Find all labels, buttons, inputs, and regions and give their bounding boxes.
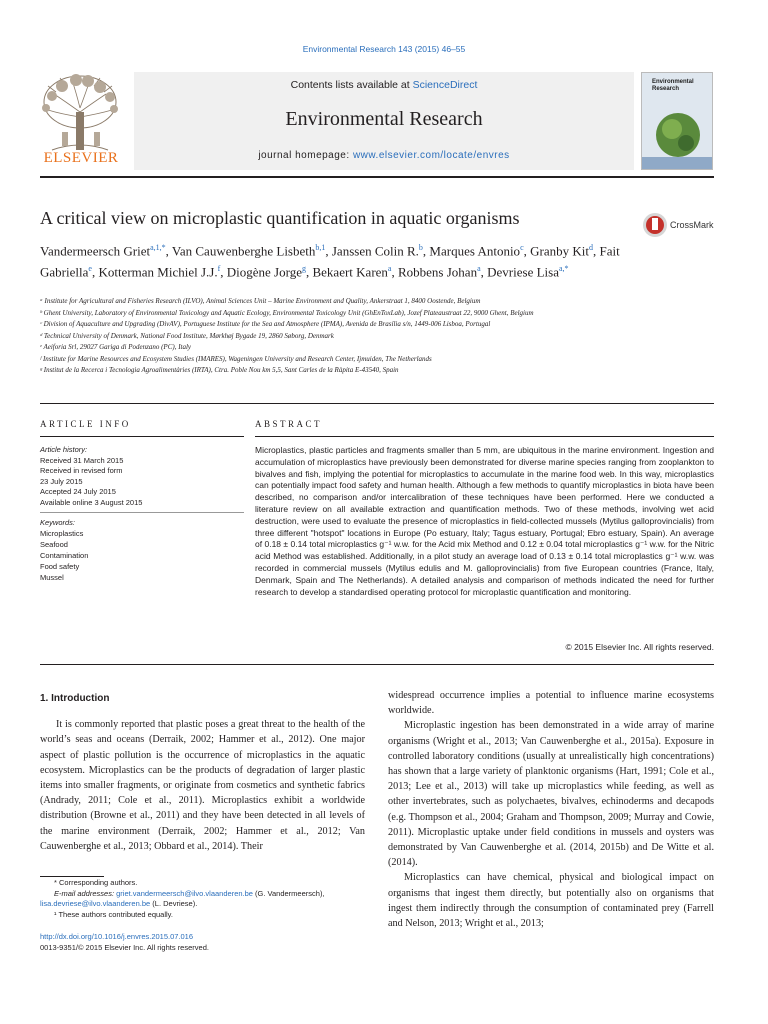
header-rule [40, 176, 714, 178]
author-affiliation-marker[interactable]: b [418, 243, 423, 252]
cover-title-line-1: Environmental [652, 79, 694, 85]
article-title: A critical view on microplastic quantification in aquatic organisms [40, 208, 520, 228]
author-separator: , [592, 243, 600, 259]
author-name[interactable]: Vandermeersch Griet [40, 243, 151, 259]
author-name[interactable]: Van Cauwenberghe Lisbeth [171, 243, 316, 259]
abstract-rule [255, 436, 714, 437]
abstract-text: Microplastics, plastic particles and fragments smaller than 5 mm, are ubiquitous in the marine environment. Ingestion and accumulation of microplastics have previously been demonstrated for diverse marine species ranging from zooplankton to bivalves and fish, implying the potential for microplastics to accumulate in the marine food web. In this way, microplastics can potentially impact food safety and human health. Although a few methods to quantify microplastics in biota have been described, no comparison and/or intercalibration of these techniques have been performed. Here we conducted a literature review on all available extraction and quantification methods. Two of these methods, involving wet acid destruction, were used to evaluate the presence of microplastics in field-collected mussels (Mytilus galloprovincialis) from three different "hotspot" locations in Europe (Po estuary, Italy; Tagus estuary, Portugal; Ebro estuary, Spain). An average of 0.18 ± 0.14 total microplastics g⁻¹ w.w. for the Acid mix Method and 0.12 ± 0.04 total microplastics g⁻¹ w.w. for the Nitric acid Method was established. Additionally, in a pilot study an average load of 0.13 ± 0.14 total microplastics g⁻¹ w.w. was recorded in commercial mussels (Mytilus edulis and M. galloprovincialis) from five European countries (France, Italy, Denmark, Spain and The Netherlands). A detailed analysis and comparison of methods indicated the need for further research to develop a standardised operating protocol for microplastic quantification and monitoring. [255, 445, 714, 597]
affiliation-item: ᵍ Institut de la Recerca i Tecnologia Agroalimentàries (IRTA), Ctra. Poble Nou km 5,5, Sant Carles de la Ràpita E-43540, Spain [40, 366, 399, 374]
affiliation-item: ᵉ Aeiforia Srl, 29027 Gariga di Podenzano (PC), Italy [40, 343, 192, 351]
keywords-label: Keywords: [40, 518, 76, 527]
author-affiliation-marker[interactable]: g [301, 264, 306, 274]
elsevier-logo [36, 72, 126, 172]
homepage-prefix: journal homepage: [258, 150, 353, 161]
footnote-corresponding: * Corresponding authors. [54, 878, 138, 887]
footnote-emails-cont [40, 899, 370, 910]
author-list [40, 239, 650, 282]
body-column-right [388, 688, 714, 931]
keyword: Microplastics [40, 529, 84, 538]
body-paragraph: Microplastic ingestion has been demonstrated in a wide array of marine organisms (Wright et al., 2013; Van Cauwenberghe et al., 2015a). Exposure in controlled laboratory conditions (usually at unrealistically high concentrations) has shown that a large variety of planktonic organisms (Hart, 1991; Cole et al., 2013; Lee et al., 2013) will take up microplastics while feeding, as well as other invertebrates, such as polychaetes, bivalves, echinoderms and decapods (e.g. Thompson et al., 2004; Graham and Thompson, 2009; Murray and Cowie, 2011). Microplastic uptake under field conditions in mussels and oysters was demonstrated by Van Cauwenberghe et al. (2014, 2015b) and De Witte et al. (2014). [388, 720, 714, 869]
footnote-equal-contribution: ¹ These authors contributed equally. [54, 909, 173, 919]
sciencedirect-link[interactable]: ScienceDirect [412, 79, 478, 91]
keyword: Mussel [40, 573, 64, 582]
keywords [40, 517, 244, 583]
author-affiliation-marker[interactable]: e [88, 264, 92, 274]
author-affiliation-marker[interactable]: f [217, 264, 221, 274]
author-affiliation-marker[interactable]: a,* [558, 264, 569, 274]
author-name[interactable]: Fait Gabriella [40, 243, 620, 280]
author-name[interactable]: Kotterman Michiel J.J. [98, 264, 218, 280]
author-name[interactable]: Devriese Lisa [487, 264, 559, 280]
footnotes [40, 878, 370, 920]
footnote-rule [40, 876, 104, 877]
author-affiliation-marker[interactable]: a [387, 264, 392, 274]
article-history [40, 445, 244, 508]
email-label: E-mail addresses: [54, 888, 117, 898]
abstract-bottom-rule [40, 664, 714, 665]
author-separator: , [480, 264, 488, 280]
author-affiliation-marker[interactable]: c [520, 243, 524, 252]
journal-banner [134, 72, 634, 170]
abstract-copyright: © 2015 Elsevier Inc. All rights reserved. [565, 642, 714, 652]
author-separator: , [305, 264, 313, 280]
page-footer [40, 931, 370, 953]
history-item: Accepted 24 July 2015 [40, 487, 116, 496]
contents-prefix: Contents lists available at [290, 79, 413, 91]
author-name[interactable]: Robbens Johan [397, 264, 478, 280]
author-affiliation-marker[interactable]: a [477, 264, 481, 274]
history-item: Available online 3 August 2015 [40, 497, 143, 507]
abstract-heading: ABSTRACT [255, 419, 323, 429]
author-name[interactable]: Janssen Colin R. [331, 243, 419, 259]
affiliations [40, 296, 640, 377]
author-separator: , [523, 243, 531, 259]
body-paragraph: Microplastics can have chemical, physical and biological impact on organisms that ingest them directly, but potentially also on organisms that ingest them indirectly through the consumption of contaminated prey (Farrell and Nelson, 2013; Wright et al., 2013; [388, 872, 714, 930]
keyword: Seafood [40, 540, 68, 549]
author-affiliation-marker[interactable]: b,1 [315, 243, 326, 252]
affiliation-item: ᶜ Division of Aquaculture and Upgrading (DivAV), Portuguese Institute for the Sea and Atmosphere (IPMA), Avenida de Brasília s/n, 1449-006 Lisboa, Portugal [40, 320, 491, 328]
affiliation-item: ᶠ Institute for Marine Resources and Ecosystem Studies (IMARES), Wageningen University and Research Center, Ijmuiden, The Netherlands [40, 354, 432, 363]
author-separator: , [220, 264, 227, 280]
keyword: Food safety [40, 562, 80, 571]
author-separator: , [165, 243, 172, 259]
crossmark-badge[interactable] [642, 210, 722, 242]
section-heading: 1. Introduction [40, 693, 110, 704]
author-name[interactable]: Marques Antonio [429, 243, 521, 259]
email-owner: (G. Vandermeersch), [252, 888, 325, 898]
author-affiliation-marker[interactable]: a,1,* [150, 243, 166, 252]
cover-title-line-2: Research [652, 86, 680, 92]
homepage-link[interactable]: www.elsevier.com/locate/envres [352, 150, 510, 161]
body-paragraph: widespread occurrence implies a potential to influence marine ecosystems worldwide. [388, 690, 714, 717]
author-separator: , [422, 243, 430, 259]
affiliation-item: ᵈ Technical University of Denmark, National Food Institute, Mørkhøj Bygade 19, 2860 Søborg, Denmark [40, 331, 334, 340]
body-paragraph: It is commonly reported that plastic poses a great threat to the health of the world’s seas and oceans (Derraik, 2002; Hammer et al., 2012). One major aspect of plastic pollution is the occurrence of microplastics in the aquatic ecosystem. Microplastics can be the products of degradation of larger plastic items into smaller fragments, or originate from cosmetics and synthetic fabrics (Andrady, 2011; Cole et al., 2011). Microplastics exhibit a worldwide distribution (Browne et al., 2011) and they have been detected in all levels of the marine environment (Derraik, 2002; Hammer et al., 2012; Van Cauwenberghe et al., 2013; Obbard et al., 2014). Their [40, 719, 365, 852]
email-owner: (L. Devriese). [150, 899, 198, 908]
contents-lists [134, 79, 634, 91]
history-item: Received in revised form [40, 466, 123, 475]
issn-line: 0013-9351/© 2015 Elsevier Inc. All rights reserved. [40, 943, 209, 952]
footnote-emails [40, 889, 370, 900]
journal-cover-thumbnail[interactable] [641, 72, 713, 170]
author-name[interactable]: Granby Kit [530, 243, 589, 259]
journal-title: Environmental Research [285, 108, 483, 130]
body-column-left [40, 691, 365, 854]
affiliation-item: ᵇ Ghent University, Laboratory of Environmental Toxicology and Aquatic Ecology, Environmental Toxicology Unit (GhEnToxLab), Jozef Plateaustraat 22, 9000 Ghent, Belgium [40, 308, 534, 317]
email-link[interactable]: lisa.devriese@ilvo.vlaanderen.be [40, 899, 151, 908]
publisher-name: ELSEVIER [43, 150, 119, 166]
keyword: Contamination [40, 551, 89, 560]
abstract-body [255, 445, 714, 598]
journal-reference[interactable]: Environmental Research 143 (2015) 46–55 [302, 44, 466, 54]
email-link[interactable]: griet.vandermeersch@ilvo.vlaanderen.be [116, 888, 253, 898]
article-info-heading: ARTICLE INFO [40, 419, 131, 429]
article-info-rule [40, 436, 244, 437]
history-label: Article history: [40, 445, 88, 454]
author-affiliation-marker[interactable]: d [588, 243, 593, 252]
author-separator: , [391, 264, 398, 280]
crossmark-icon [642, 210, 668, 240]
keywords-rule [40, 512, 244, 513]
history-item: 23 July 2015 [40, 476, 83, 486]
history-item: Received 31 March 2015 [40, 455, 124, 465]
section-rule [40, 403, 714, 404]
author-name[interactable]: Diogène Jorge [226, 264, 302, 280]
author-name[interactable]: Bekaert Karen [312, 264, 388, 280]
journal-homepage [134, 150, 634, 161]
cover-globe-image [642, 73, 713, 170]
author-separator: , [91, 264, 99, 280]
affiliation-item: ᵃ Institute for Agricultural and Fisheries Research (ILVO), Animal Sciences Unit – Marine Environment and Quality, Ankerstraat 1, 8400 Oostende, Belgium [40, 297, 481, 305]
author-separator: , [325, 243, 332, 259]
crossmark-label: CrossMark [670, 220, 714, 230]
doi-link[interactable]: http://dx.doi.org/10.1016/j.envres.2015.07.016 [40, 932, 194, 941]
